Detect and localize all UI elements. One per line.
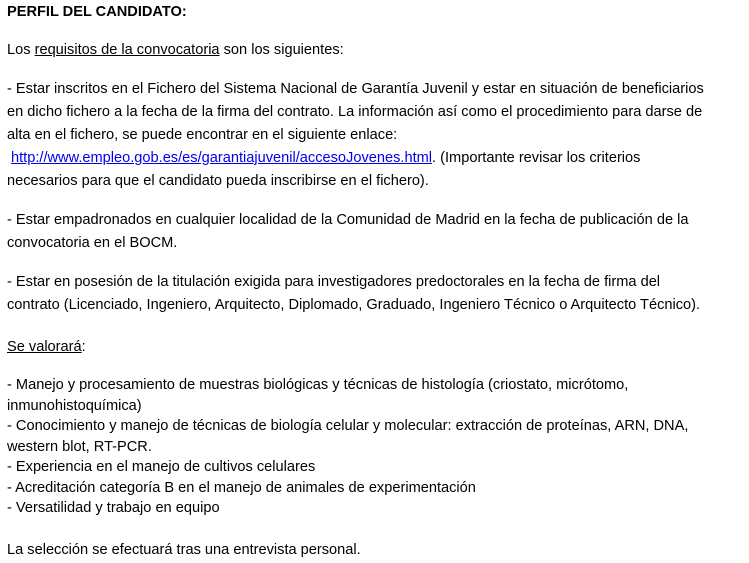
closing-statement: La selección se efectuará tras una entrevista personal. — [7, 542, 361, 558]
requirement-1-line-5: necesarios para que el candidato pueda inscribirse en el fichero). — [7, 173, 429, 189]
requirement-1-after-link: . (Importante revisar los criterios — [432, 150, 641, 166]
intro-underlined-phrase: requisitos de la convocatoria — [34, 42, 220, 58]
intro-paragraph — [7, 40, 344, 60]
merit-2-line-1: - Conocimiento y manejo de técnicas de biología celular y molecular: extracción de proteínas, ARN, DNA, — [7, 418, 689, 434]
requirement-1-line-2: en dicho fichero a la fecha de la firma del contrato. La información así como el procedimiento para darse de — [7, 104, 703, 120]
requirement-1-line-4 — [11, 148, 640, 168]
valorara-heading — [7, 337, 86, 357]
requirement-1-line-1: - Estar inscritos en el Fichero del Sistema Nacional de Garantía Juvenil y estar en situación de beneficiarios — [7, 81, 704, 97]
section-heading: PERFIL DEL CANDIDATO: — [7, 4, 187, 20]
requirement-2-line-2: convocatoria en el BOCM. — [7, 235, 178, 251]
valorara-colon: : — [81, 339, 86, 355]
requirement-3-line-2: contrato (Licenciado, Ingeniero, Arquitecto, Diplomado, Graduado, Ingeniero Técnico o Arquitecto Técnico). — [7, 297, 701, 313]
merit-5: - Versatilidad y trabajo en equipo — [7, 500, 220, 516]
garantia-juvenil-link[interactable]: http://www.empleo.gob.es/es/garantiajuvenil/accesoJovenes.html — [11, 150, 433, 166]
merit-3: - Experiencia en el manejo de cultivos celulares — [7, 459, 316, 475]
merit-1-line-1: - Manejo y procesamiento de muestras biológicas y técnicas de histología (criostato, micrótomo, — [7, 377, 629, 393]
intro-prefix: Los — [7, 42, 35, 58]
merit-2-line-2: western blot, RT-PCR. — [7, 439, 152, 455]
valorara-label: Se valorará — [7, 339, 82, 355]
requirement-2-line-1: - Estar empadronados en cualquier localidad de la Comunidad de Madrid en la fecha de publicación de la — [7, 212, 689, 228]
intro-suffix: son los siguientes: — [219, 42, 344, 58]
merit-1-line-2: inmunohistoquímica) — [7, 398, 142, 414]
requirement-3-line-1: - Estar en posesión de la titulación exigida para investigadores predoctorales en la fecha de firma del — [7, 274, 661, 290]
merit-4: - Acreditación categoría B en el manejo de animales de experimentación — [7, 480, 476, 496]
requirement-1-line-3: alta en el fichero, se puede encontrar en el siguiente enlace: — [7, 127, 398, 143]
